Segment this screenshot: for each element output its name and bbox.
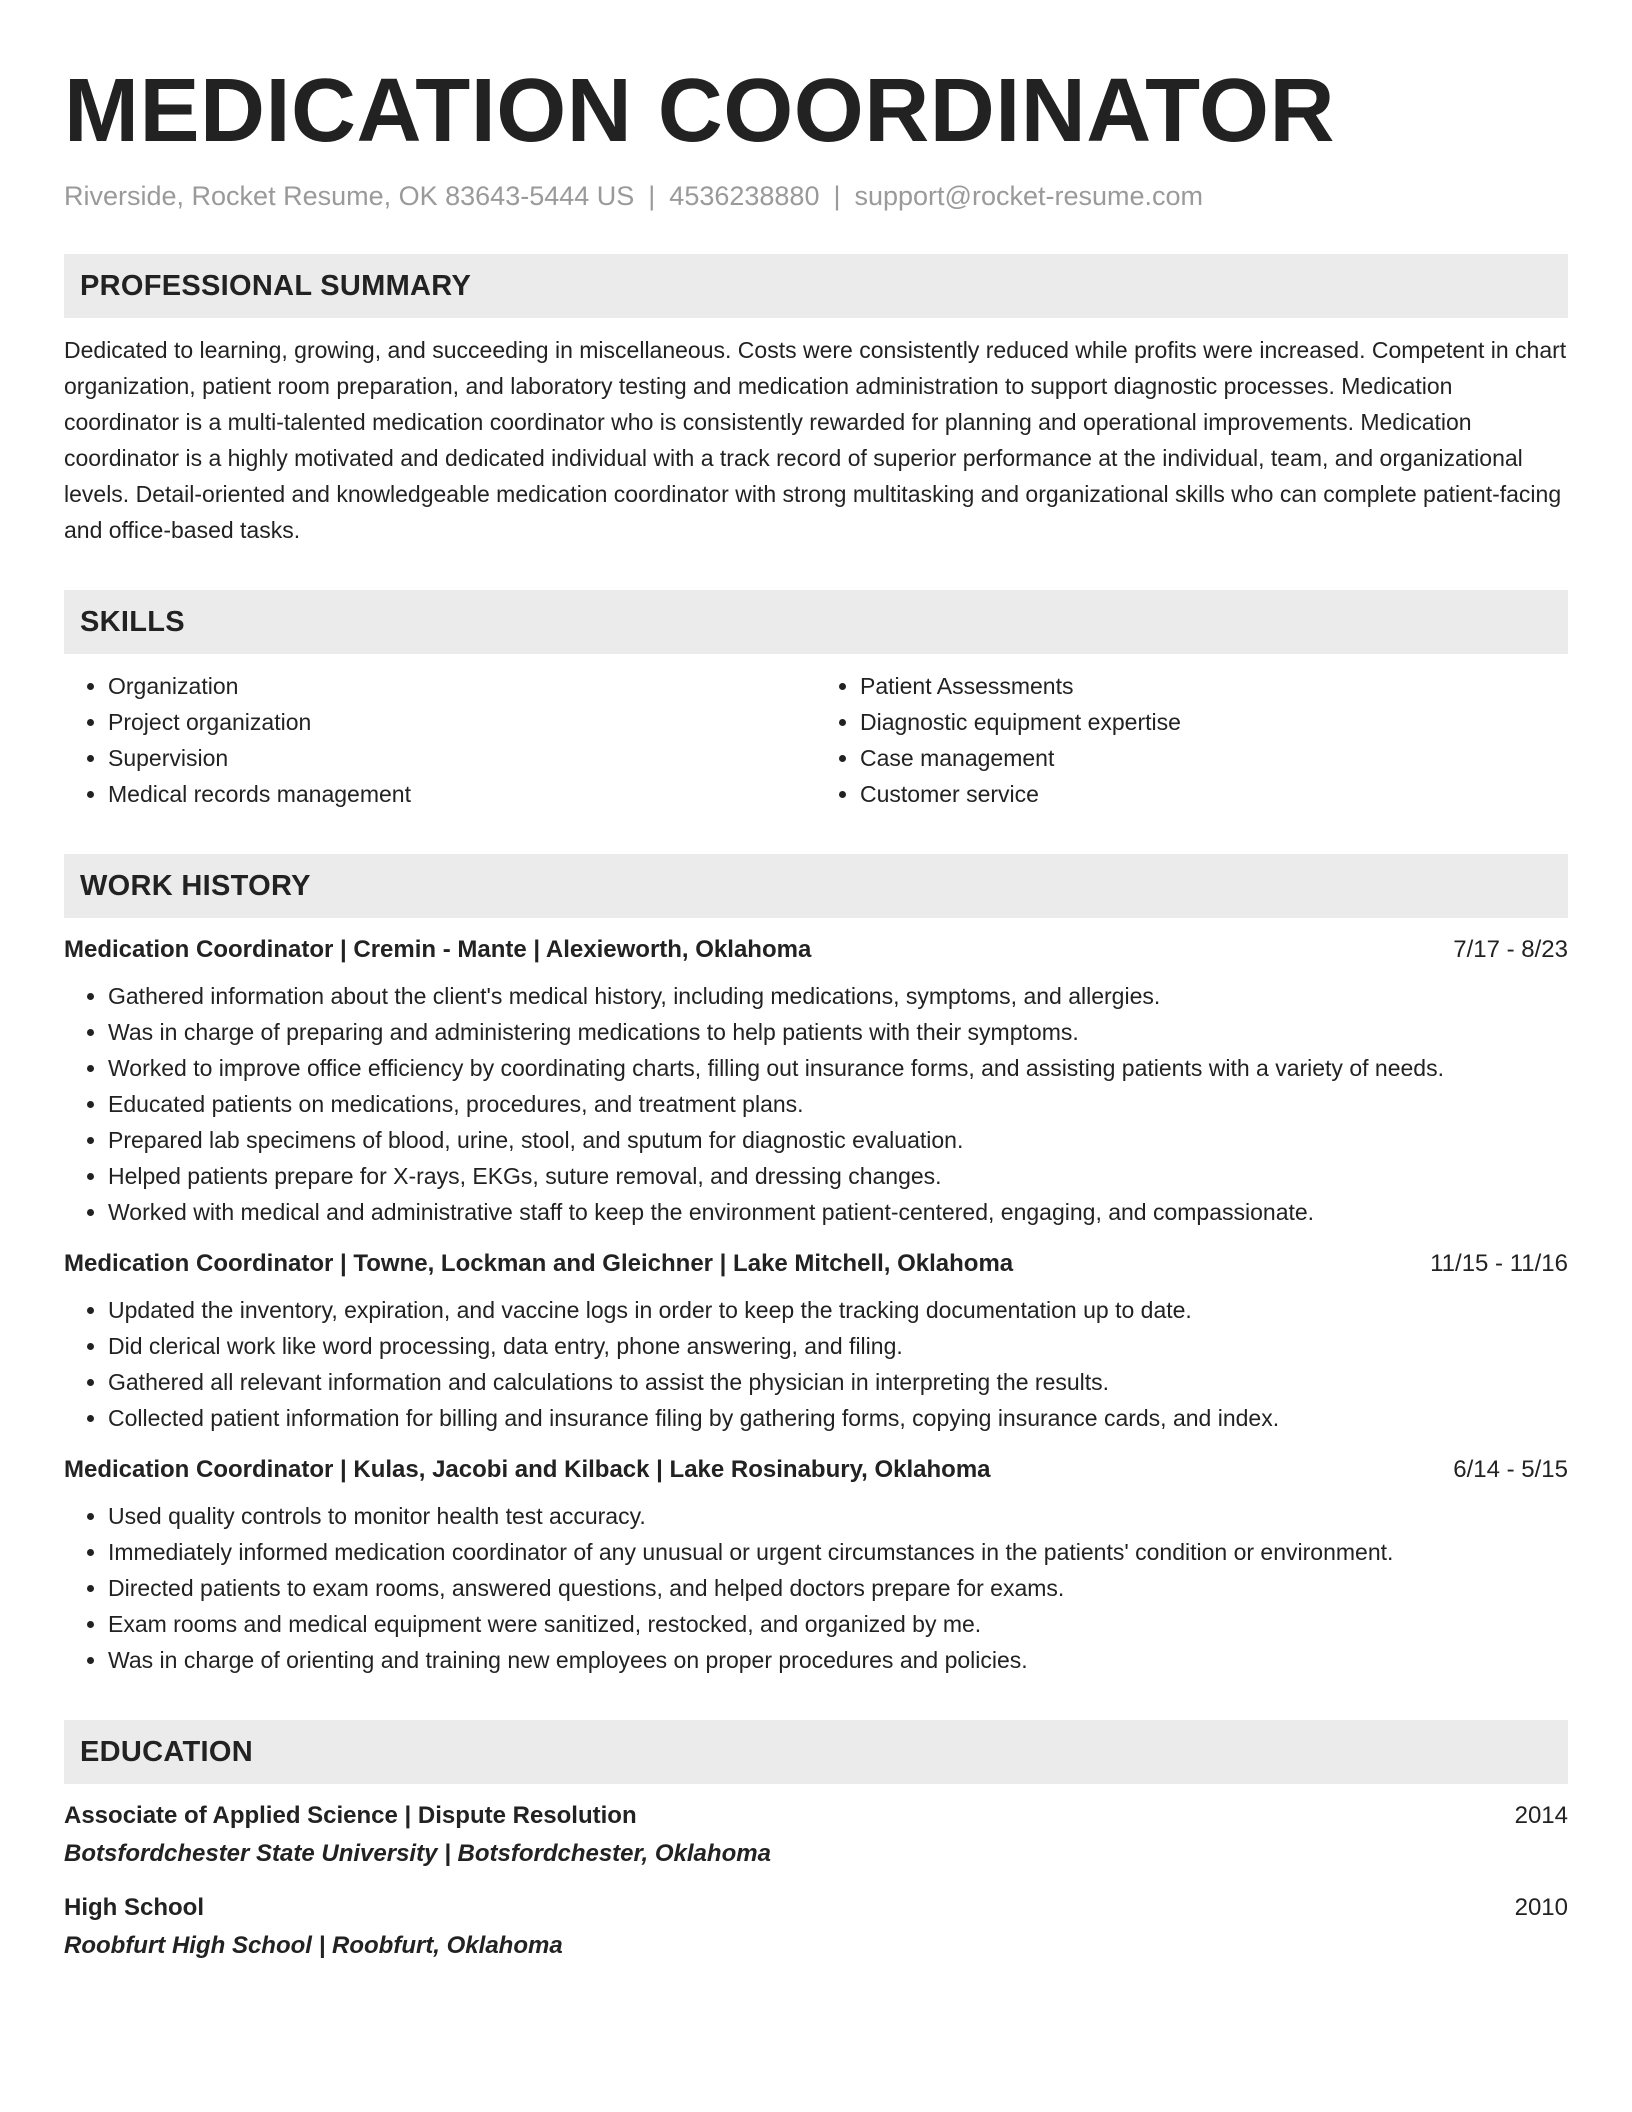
job-header bbox=[64, 936, 1568, 964]
job-bullet: • Worked with medical and administrative staff to keep the environment patient-centered, engaging, and compassionate. bbox=[108, 1194, 1568, 1230]
contact-phone: 4536238880 bbox=[669, 181, 820, 211]
job-bullets bbox=[64, 1498, 1568, 1678]
skills-column-left bbox=[64, 668, 816, 812]
skill-item: • Organization bbox=[108, 668, 816, 704]
job-bullet: • Prepared lab specimens of blood, urine, stool, and sputum for diagnostic evaluation. bbox=[108, 1122, 1568, 1158]
job-bullets bbox=[64, 978, 1568, 1230]
skill-item: • Project organization bbox=[108, 704, 816, 740]
education-school: Botsfordchester State University | Botsfordchester, Oklahoma bbox=[64, 1840, 771, 1868]
contact-separator: | bbox=[648, 181, 656, 211]
section-heading-education: EDUCATION bbox=[64, 1720, 1568, 1784]
skill-item: • Patient Assessments bbox=[860, 668, 1568, 704]
contact-email[interactable]: support@rocket-resume.com bbox=[854, 181, 1204, 211]
contact-line bbox=[64, 180, 1568, 212]
job-bullet: • Gathered all relevant information and calculations to assist the physician in interpreting the results. bbox=[108, 1364, 1568, 1400]
section-heading-work-history: WORK HISTORY bbox=[64, 854, 1568, 918]
candidate-name: MEDICATION COORDINATOR bbox=[64, 61, 1335, 161]
skill-item: • Diagnostic equipment expertise bbox=[860, 704, 1568, 740]
skill-item: • Medical records management bbox=[108, 776, 816, 812]
job-bullet: • Worked to improve office efficiency by coordinating charts, filling out insurance forms, and assisting patients with a variety of needs. bbox=[108, 1050, 1568, 1086]
job-bullet: • Educated patients on medications, procedures, and treatment plans. bbox=[108, 1086, 1568, 1122]
job-dates: 11/15 - 11/16 bbox=[1430, 1250, 1568, 1278]
skills-column-right bbox=[816, 668, 1568, 812]
contact-separator: | bbox=[833, 181, 841, 211]
summary-text: Dedicated to learning, growing, and succeeding in miscellaneous. Costs were consistently reduced while profits were increased. Competent in chart organization, patient room preparation, and laboratory testing and medication administration to support diagnostic processes. Medication coordinator is a multi-talented medication coordinator who is consistently rewarded for planning and operational improvements. Medication coordinator is a highly motivated and dedicated individual with a track record of superior performance at the individual, team, and organizational levels. Detail-oriented and knowledgeable medication coordinator with strong multitasking and organizational skills who can complete patient-facing and office-based tasks. bbox=[64, 337, 1567, 544]
education-year: 2010 bbox=[1514, 1894, 1568, 1922]
education-entry bbox=[64, 1802, 1568, 1868]
skill-item: • Supervision bbox=[108, 740, 816, 776]
job-bullet: • Updated the inventory, expiration, and vaccine logs in order to keep the tracking documentation up to date. bbox=[108, 1292, 1568, 1328]
job-bullet: • Used quality controls to monitor health test accuracy. bbox=[108, 1498, 1568, 1534]
job-header bbox=[64, 1250, 1568, 1278]
job-bullet: • Collected patient information for billing and insurance filing by gathering forms, copying insurance cards, and index. bbox=[108, 1400, 1568, 1436]
education-entry bbox=[64, 1894, 1568, 1960]
education-degree: Associate of Applied Science | Dispute Resolution bbox=[64, 1802, 637, 1830]
education-header bbox=[64, 1894, 1568, 1922]
job-dates: 7/17 - 8/23 bbox=[1453, 936, 1568, 964]
job-dates: 6/14 - 5/15 bbox=[1453, 1456, 1568, 1484]
job-bullet: • Was in charge of orienting and training new employees on proper procedures and policies. bbox=[108, 1642, 1568, 1678]
job-bullets bbox=[64, 1292, 1568, 1436]
job-bullet: • Did clerical work like word processing, data entry, phone answering, and filing. bbox=[108, 1328, 1568, 1364]
section-heading-summary: PROFESSIONAL SUMMARY bbox=[64, 254, 1568, 318]
job-bullet: • Directed patients to exam rooms, answered questions, and helped doctors prepare for exams. bbox=[108, 1570, 1568, 1606]
education-school: Roobfurt High School | Roobfurt, Oklahoma bbox=[64, 1932, 563, 1960]
skill-item: • Customer service bbox=[860, 776, 1568, 812]
job-entry bbox=[64, 936, 1568, 1230]
contact-address: Riverside, Rocket Resume, OK 83643-5444 US bbox=[64, 181, 635, 211]
job-header bbox=[64, 1456, 1568, 1484]
job-bullet: • Exam rooms and medical equipment were sanitized, restocked, and organized by me. bbox=[108, 1606, 1568, 1642]
skill-item: • Case management bbox=[860, 740, 1568, 776]
job-title: Medication Coordinator | Cremin - Mante | Alexieworth, Oklahoma bbox=[64, 936, 812, 964]
education-year: 2014 bbox=[1514, 1802, 1568, 1830]
skills-list bbox=[64, 668, 1568, 812]
education-degree: High School bbox=[64, 1894, 204, 1922]
job-entry bbox=[64, 1456, 1568, 1678]
section-heading-skills: SKILLS bbox=[64, 590, 1568, 654]
job-title: Medication Coordinator | Kulas, Jacobi and Kilback | Lake Rosinabury, Oklahoma bbox=[64, 1456, 991, 1484]
job-bullet: • Immediately informed medication coordinator of any unusual or urgent circumstances in the patients' condition or environment. bbox=[108, 1534, 1568, 1570]
job-entry bbox=[64, 1250, 1568, 1436]
job-title: Medication Coordinator | Towne, Lockman and Gleichner | Lake Mitchell, Oklahoma bbox=[64, 1250, 1014, 1278]
job-bullet: • Was in charge of preparing and administering medications to help patients with their symptoms. bbox=[108, 1014, 1568, 1050]
job-bullet: • Helped patients prepare for X-rays, EKGs, suture removal, and dressing changes. bbox=[108, 1158, 1568, 1194]
education-header bbox=[64, 1802, 1568, 1830]
job-bullet: • Gathered information about the client's medical history, including medications, symptoms, and allergies. bbox=[108, 978, 1568, 1014]
